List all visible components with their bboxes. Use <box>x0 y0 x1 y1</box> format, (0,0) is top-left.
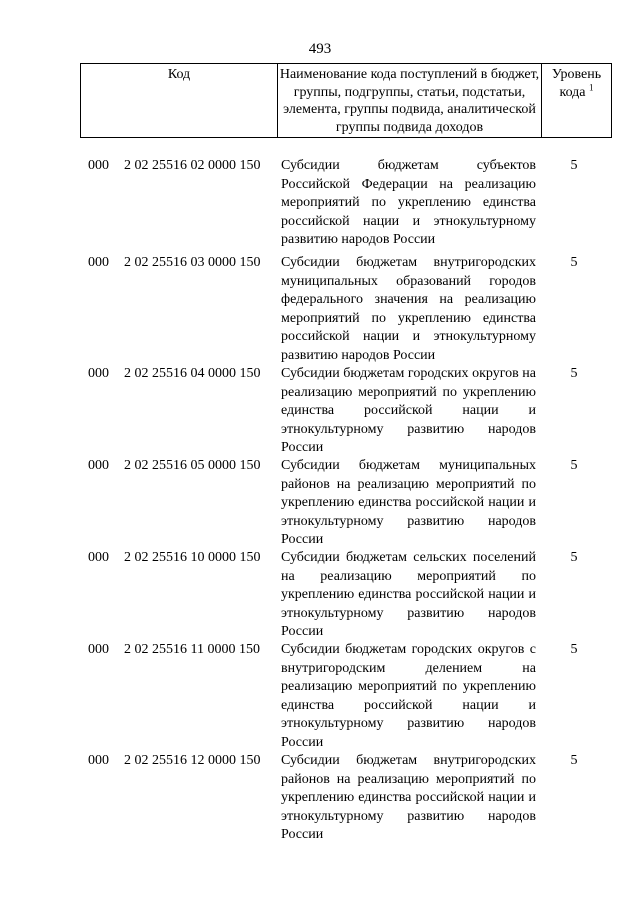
row-code: 2 02 25516 02 0000 150 <box>124 158 261 173</box>
row-level: 5 <box>570 642 578 657</box>
row-name: Субсидии бюджетам сельских поселений на реализацию мероприятий по укреплению единства российской нации и этнокультурному развитию народов России <box>281 550 536 639</box>
row-level: 5 <box>570 550 578 565</box>
table-header <box>80 63 612 138</box>
row-name: Субсидии бюджетам субъектов Российской Федерации на реализацию мероприятий по укреплению единства российской нации и этнокультурному развитию народов России <box>281 158 536 247</box>
header-level <box>542 64 611 139</box>
header-name: Наименование кода поступлений в бюджет, группы, подгруппы, статьи, подстатьи, элемента, группы подвида, аналитической группы подвида доходов <box>278 64 542 137</box>
row-level: 5 <box>570 366 578 381</box>
row-prefix: 000 <box>88 642 109 657</box>
table-row <box>0 752 640 844</box>
row-prefix: 000 <box>88 158 109 173</box>
row-level: 5 <box>570 458 578 473</box>
row-name: Субсидии бюджетам городских округов на реализацию мероприятий по укреплению единства российской нации и этнокультурному развитию народов России <box>281 366 536 455</box>
header-level-footnote: 1 <box>589 81 594 92</box>
row-name: Субсидии бюджетам внутригородских районов на реализацию мероприятий по укреплению единства российской нации и этнокультурному развитию народов России <box>281 753 536 842</box>
row-code: 2 02 25516 11 0000 150 <box>124 642 260 657</box>
row-prefix: 000 <box>88 458 109 473</box>
row-code: 2 02 25516 03 0000 150 <box>124 255 261 270</box>
row-prefix: 000 <box>88 255 109 270</box>
row-level: 5 <box>570 255 578 270</box>
header-code: Код <box>81 64 278 137</box>
row-code: 2 02 25516 12 0000 150 <box>124 753 261 768</box>
row-prefix: 000 <box>88 550 109 565</box>
row-prefix: 000 <box>88 753 109 768</box>
row-code: 2 02 25516 04 0000 150 <box>124 366 261 381</box>
row-prefix: 000 <box>88 366 109 381</box>
row-name: Субсидии бюджетам городских округов с внутригородским делением на реализацию мероприятий по укреплению единства российской нации и этнокультурному развитию народов России <box>281 642 536 750</box>
page-number: 493 <box>308 41 332 57</box>
row-level: 5 <box>570 158 578 173</box>
row-code: 2 02 25516 10 0000 150 <box>124 550 261 565</box>
header-level-label: Уровень кода <box>551 67 602 100</box>
table-row <box>0 549 640 641</box>
table-row <box>0 365 640 457</box>
row-name: Субсидии бюджетам внутригородских муниципальных образований городов федерального значения на реализацию мероприятий по укреплению единства российской нации и этнокультурному развитию народов России <box>281 255 536 363</box>
table-row <box>0 254 640 365</box>
row-code: 2 02 25516 05 0000 150 <box>124 458 261 473</box>
table-body <box>0 157 640 844</box>
table-row <box>0 457 640 549</box>
row-name: Субсидии бюджетам муниципальных районов на реализацию мероприятий по укреплению единства российской нации и этнокультурному развитию народов России <box>281 458 536 547</box>
table-row <box>0 157 640 254</box>
row-level: 5 <box>570 753 578 768</box>
table-row <box>0 641 640 752</box>
